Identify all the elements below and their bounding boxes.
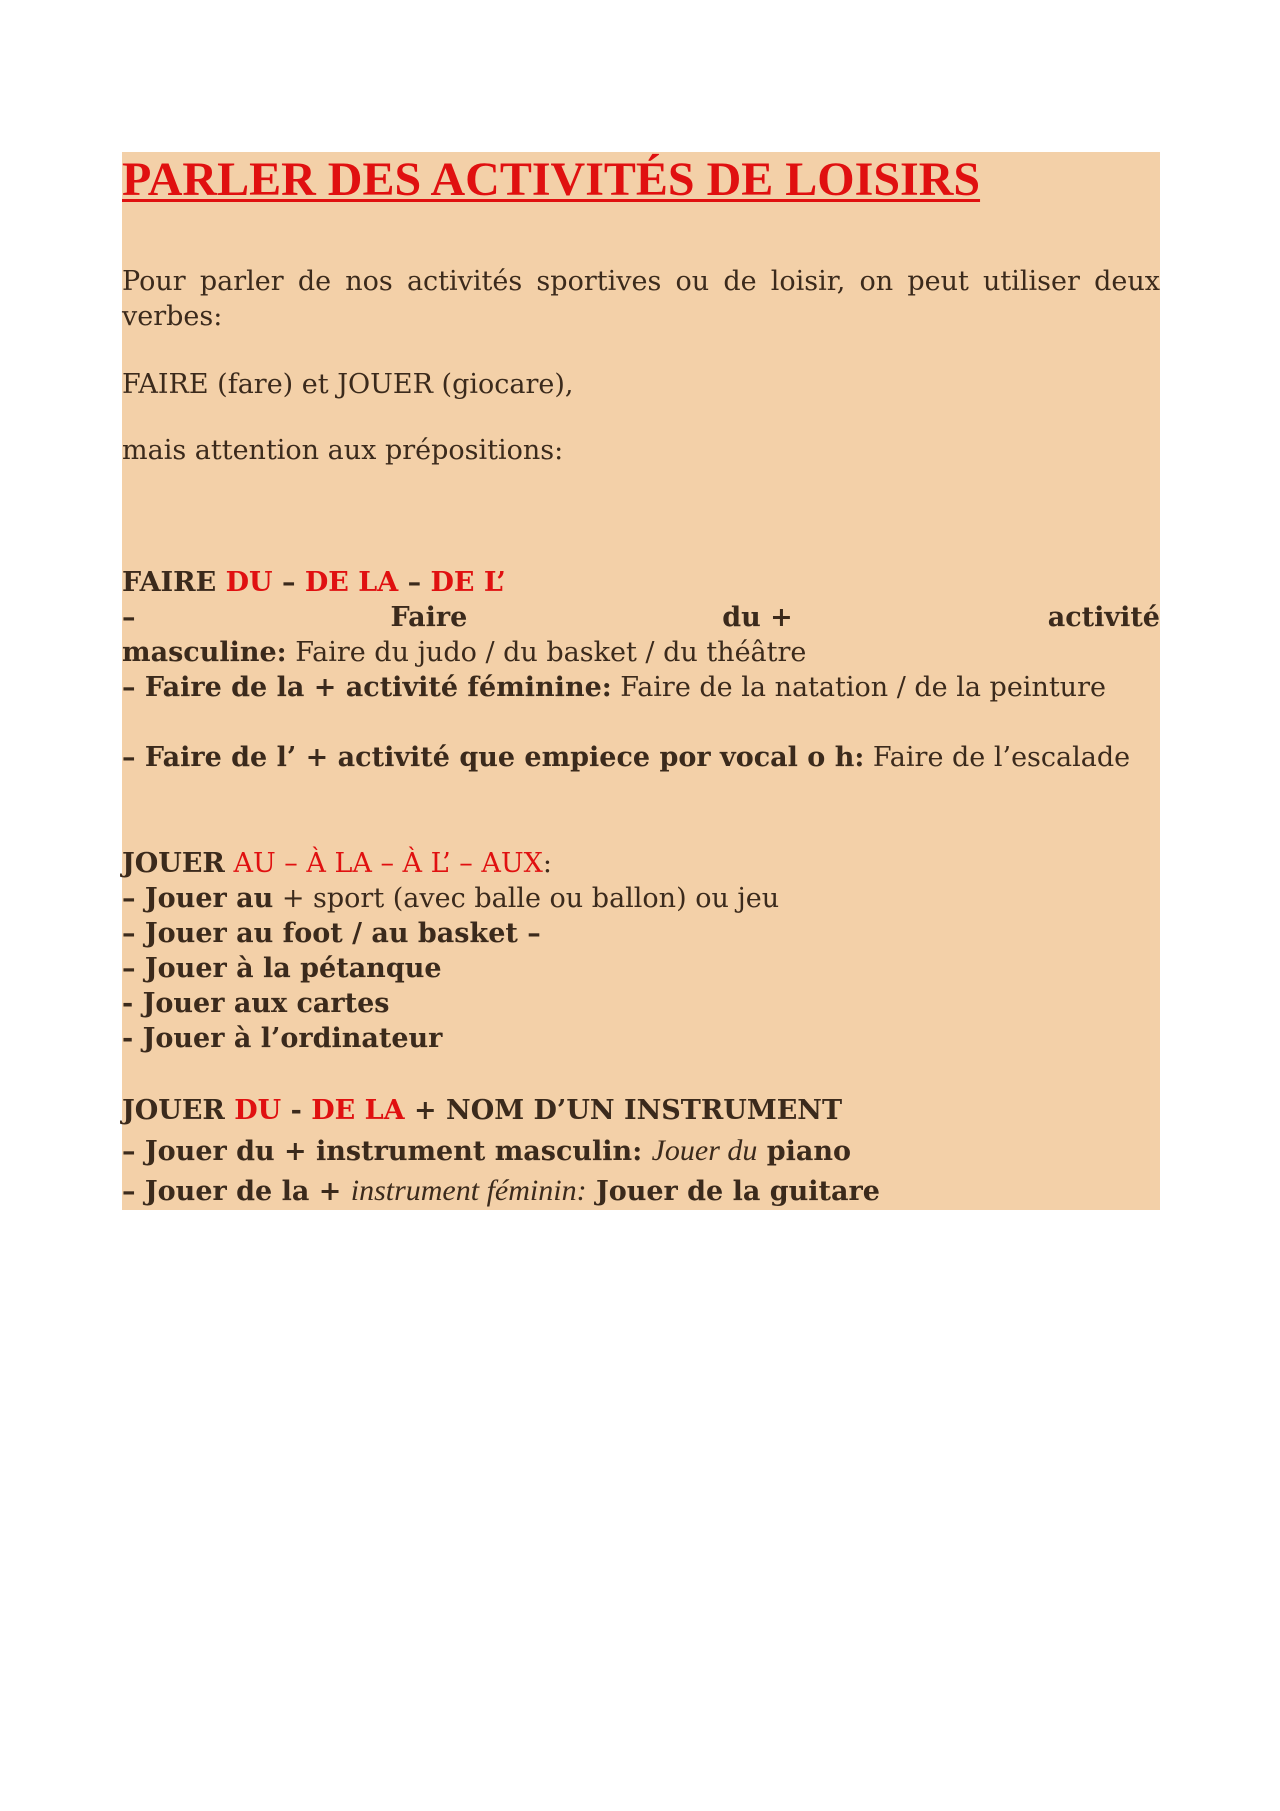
intro-verbs: FAIRE (fare) et JOUER (giocare),	[122, 369, 574, 400]
faire-feminine-item	[122, 670, 1160, 705]
faire-heading	[122, 565, 1160, 600]
faire-masculine-line	[122, 600, 1160, 635]
jouer-instr-heading-sep: -	[290, 1095, 302, 1126]
faire-vowel-example-text: Faire de l’escalade	[864, 742, 1131, 773]
jouer-sport-item-3: – Jouer à la pétanque	[122, 953, 442, 984]
faire-masc-label: masculine:	[122, 637, 287, 668]
faire-masc-word-faire: Faire	[390, 602, 468, 633]
jouer-au-label: – Jouer au	[122, 883, 274, 914]
jouer-du-end: piano	[757, 1136, 852, 1167]
jouer-dela-end: Jouer de la guitare	[586, 1176, 880, 1207]
faire-masculine-example	[122, 635, 1160, 670]
jouer-sport-item-1	[122, 881, 1160, 916]
faire-masc-example-text: Faire du judo / du basket / du théâtre	[286, 637, 807, 668]
faire-masc-word-activite: activité	[1047, 602, 1160, 633]
faire-heading-verb: FAIRE	[122, 567, 217, 598]
intro-attention: mais attention aux prépositions:	[122, 435, 564, 466]
jouer-sport-item-5: - Jouer à l’ordinateur	[122, 1023, 443, 1054]
jouer-sport-heading-verb: JOUER	[122, 848, 225, 879]
jouer-sport-heading-preps: AU – À LA – À L’ – AUX	[233, 848, 543, 879]
faire-vowel-item	[122, 740, 1160, 775]
jouer-sport-item-2: – Jouer au foot / au basket –	[122, 918, 541, 949]
faire-heading-dela: DE LA	[304, 567, 399, 598]
page-title: PARLER DES ACTIVITÉS DE LOISIRS	[122, 153, 981, 206]
faire-fem-label: – Faire de la + activité féminine:	[122, 672, 612, 703]
jouer-au-rest: + sport (avec balle ou ballon) ou jeu	[273, 883, 780, 914]
jouer-instr-heading-dela: DE LA	[311, 1095, 405, 1126]
jouer-du-label: – Jouer du + instrument masculin:	[122, 1136, 652, 1167]
jouer-sport-heading	[122, 846, 1160, 881]
jouer-instr-heading-verb: JOUER	[122, 1095, 225, 1126]
faire-vowel-label: – Faire de l’ + activité que empiece por vocal o h:	[122, 742, 865, 773]
jouer-instrument-masculine	[122, 1133, 1160, 1169]
faire-heading-del: DE L’	[430, 567, 506, 598]
jouer-dela-label: – Jouer de la +	[122, 1176, 351, 1207]
jouer-instrument-feminine	[122, 1173, 1160, 1209]
faire-fem-example-text: Faire de la natation / de la peinture	[611, 672, 1106, 703]
faire-masc-dash: –	[122, 602, 136, 633]
faire-heading-sep1: –	[281, 567, 296, 598]
jouer-instr-heading-rest: + NOM D’UN INSTRUMENT	[414, 1095, 843, 1126]
faire-heading-du: DU	[225, 567, 273, 598]
jouer-instr-heading-du: DU	[234, 1095, 282, 1126]
jouer-du-italic: Jouer du	[651, 1134, 758, 1167]
jouer-dela-italic: instrument féminin:	[350, 1174, 587, 1207]
intro-paragraph: Pour parler de nos activités sportives ou de loisir, on peut utiliser deux verbes:	[122, 266, 1160, 332]
faire-heading-sep2: –	[407, 567, 422, 598]
jouer-sport-heading-colon: :	[542, 848, 552, 879]
jouer-sport-item-4: - Jouer aux cartes	[122, 988, 390, 1019]
jouer-instrument-heading	[122, 1093, 1160, 1128]
faire-masc-word-du: du +	[722, 602, 793, 633]
